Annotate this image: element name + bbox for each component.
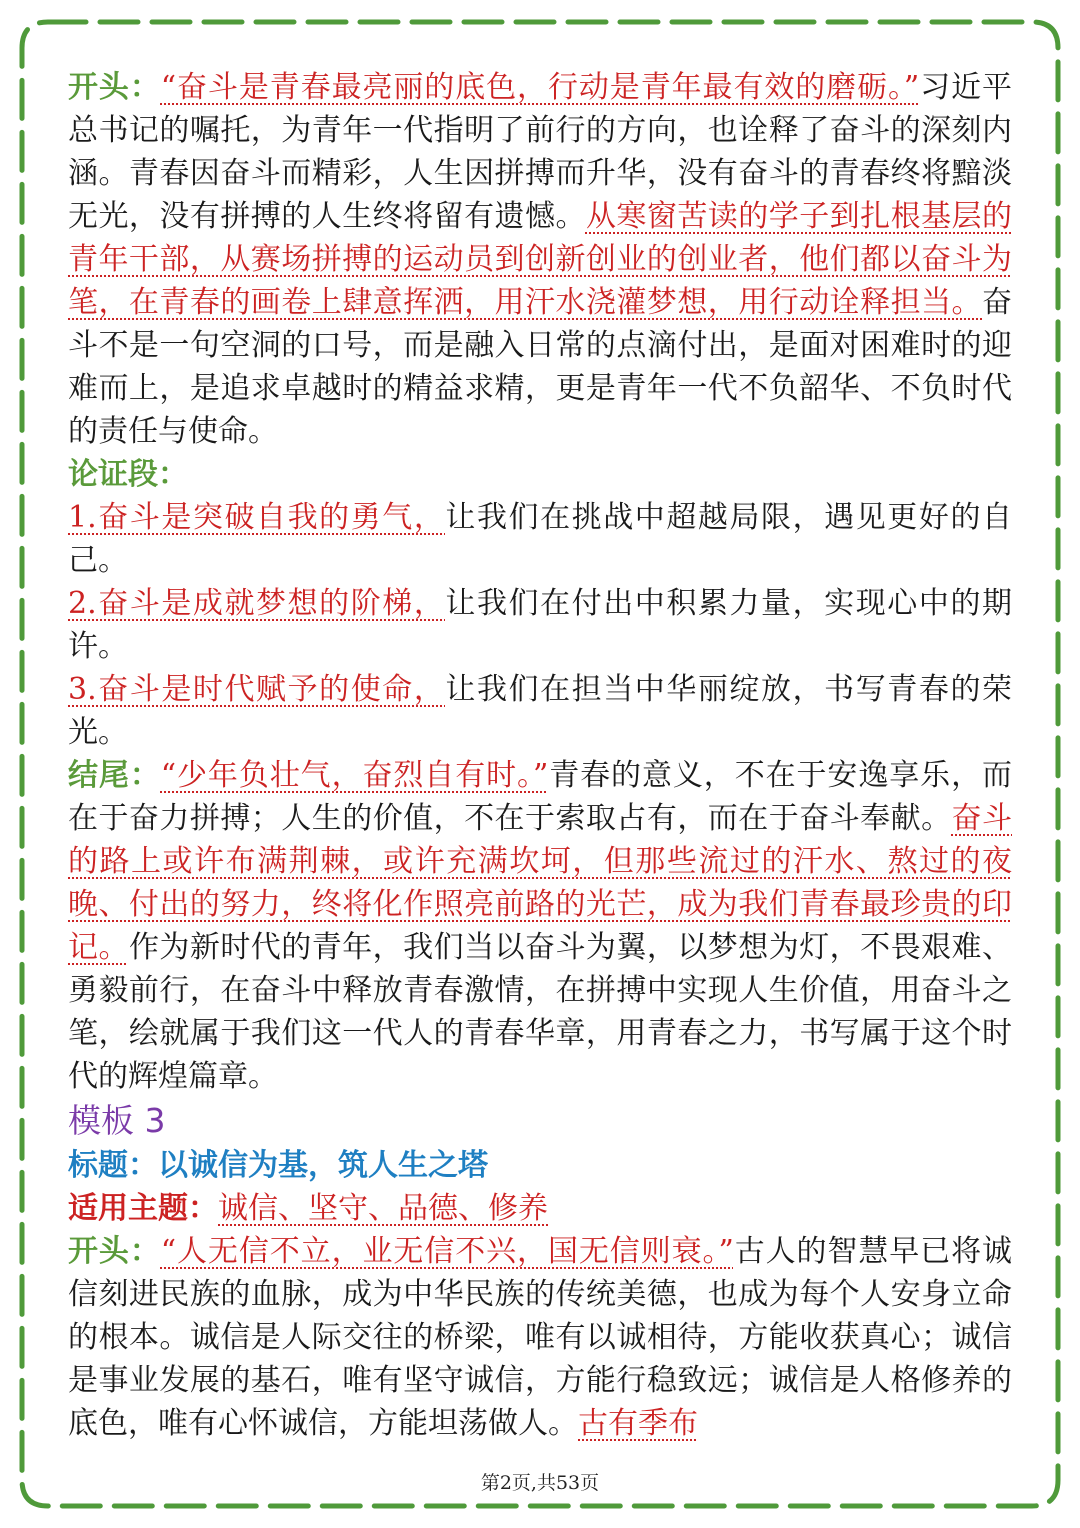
argument-text: 让我们在担当中华丽绽放，书写青春的荣光。 <box>68 672 1013 750</box>
text-opening-2: 奋斗不是一句空洞的口号，而是融入日常的点滴付出，是面对困难时的迎难而上，是追求卓越时的精益求精，更是青年一代不负韶华、不负时代的责任与使命。 <box>68 285 1012 449</box>
theme-value: 诚信、坚守、品德、修养 <box>218 1191 548 1226</box>
text-model-opening: 古人的智慧早已将诚信刻进民族的血脉，成为中华民族的传统美德，也成为每个人安身立命的根本。诚信是人际交往的桥梁，唯有以诚相待，方能收获真心；诚信是事业发展的基石，唯有坚守诚信，方能行稳致远；诚信是人格修养的底色，唯有心怀诚信，方能坦荡做人。 <box>68 1234 1013 1441</box>
quote-opening: “奋斗是青春最亮丽的底色，行动是青年最有效的磨砺。” <box>160 70 920 105</box>
label-ending: 结尾： <box>68 758 161 793</box>
label-model-opening: 开头： <box>68 1234 161 1269</box>
text-opening-1: 习近平总书记的嘱托，为青年一代指明了前行的方向，也诠释了奋斗的深刻内涵。青春因奋斗而精彩，人生因拼搏而升华，没有奋斗的青春终将黯淡无光，没有拼搏的人生终将留有遗憾。 <box>68 70 1013 234</box>
model-theme <box>68 1187 1012 1230</box>
document-body <box>68 66 1012 1445</box>
argument-text: 让我们在挑战中超越局限，遇见更好的自己。 <box>68 500 1013 578</box>
model-title: 标题：以诚信为基，筑人生之塔 <box>68 1148 488 1183</box>
quote-model-opening: “人无信不立，业无信不兴，国无信则衰。” <box>160 1234 734 1269</box>
text-ending-1: 青春的意义，不在于安逸享乐，而在于奋力拼搏；人生的价值，不在于索取占有，而在于奋斗奉献。 <box>68 758 1012 836</box>
argument-item <box>68 496 1012 582</box>
quote-ending: “少年负壮气，奋烈自有时。” <box>160 758 549 793</box>
label-opening: 开头： <box>68 70 161 105</box>
argument-point: 2.奋斗是成就梦想的阶梯， <box>68 586 446 621</box>
paragraph-model-opening <box>68 1230 1012 1445</box>
argument-item <box>68 668 1012 754</box>
highlight-opening: 从寒窗苦读的学子到扎根基层的青年干部，从赛场拼搏的运动员到创新创业的创业者，他们都以奋斗为笔，在青春的画卷上肆意挥洒，用汗水浇灌梦想，用行动诠释担当。 <box>68 199 1013 320</box>
paragraph-opening <box>68 66 1012 453</box>
page-number: 第2页,共53页 <box>480 1472 600 1494</box>
model-heading: 模板 3 <box>68 1101 166 1140</box>
argument-point: 1.奋斗是突破自我的勇气， <box>68 500 446 535</box>
heading-argument <box>68 453 1012 496</box>
highlight-model-opening: 古有季布 <box>578 1406 698 1441</box>
highlight-ending: 奋斗的路上或许布满荆棘，或许充满坎坷，但那些流过的汗水、熬过的夜晚、付出的努力，终将化作照亮前路的光芒，成为我们青春最珍贵的印记。 <box>68 801 1013 965</box>
argument-item <box>68 582 1012 668</box>
argument-text: 让我们在付出中积累力量，实现心中的期许。 <box>68 586 1013 664</box>
paragraph-ending <box>68 754 1012 1098</box>
label-argument: 论证段： <box>68 457 188 492</box>
text-ending-2: 作为新时代的青年，我们当以奋斗为翼，以梦想为灯，不畏艰难、勇毅前行，在奋斗中释放青春激情，在拼搏中实现人生价值，用奋斗之笔，绘就属于我们这一代人的青春华章，用青春之力，书写属于这个时代的辉煌篇章。 <box>68 930 1013 1094</box>
argument-point: 3.奋斗是时代赋予的使命， <box>68 672 446 707</box>
theme-label: 适用主题： <box>68 1191 218 1226</box>
